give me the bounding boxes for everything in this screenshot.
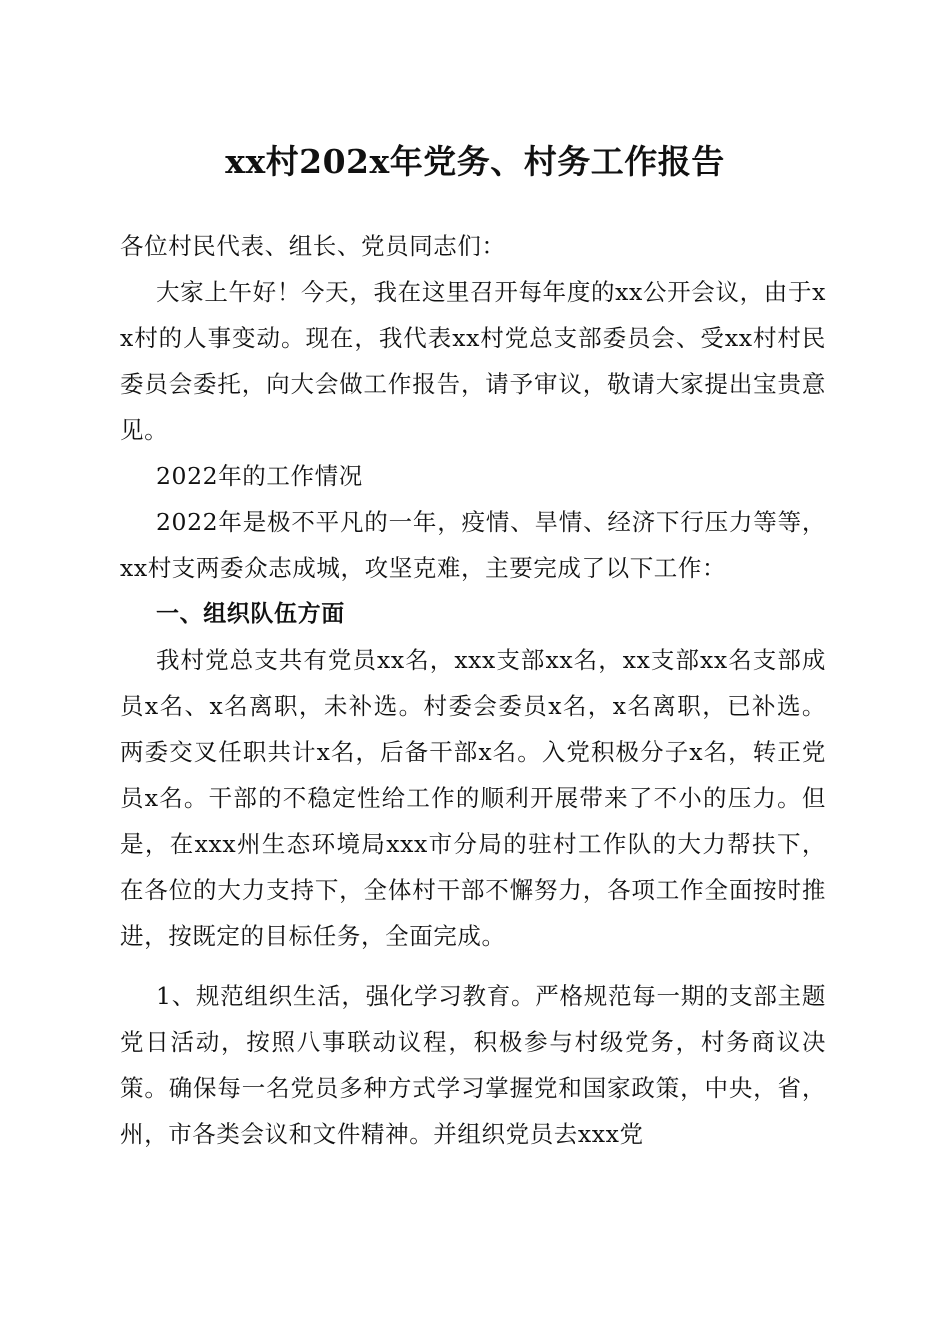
opening-paragraph: 大家上午好！今天，我在这里召开每年度的xx公开会议，由于xx村的人事变动。现在，我代表xx村党总支部委员会、受xx村村民委员会委托，向大会做工作报告，请予审议，敬请大家提出宝贵意见。 [120, 278, 826, 444]
section-label: 2022年的工作情况 [156, 462, 363, 490]
document-title: xx村202x年党务、村务工作报告 [225, 142, 725, 181]
organization-paragraph: 我村党总支共有党员xx名，xxx支部xx名，xx支部xx名支部成员x名、x名离职，未补选。村委会委员x名，x名离职，已补选。两委交叉任职共计x名，后备干部x名。入党积极分子x名，转正党员x名。干部的不稳定性给工作的顺利开展带来了不小的压力。但是，在xxx州生态环境局xxx市分局的驻村工作队的大力帮扶下，在各位的大力支持下，全体村干部不懈努力，各项工作全面按时推进，按既定的目标任务，全面完成。 [120, 646, 826, 950]
document-body [120, 223, 826, 1157]
item-1-paragraph: 1、规范组织生活，强化学习教育。严格规范每一期的支部主题党日活动，按照八事联动议程，积极参与村级党务，村务商议决策。确保每一名党员多种方式学习掌握党和国家政策，中央，省，州，市各类会议和文件精神。并组织党员去xxx党 [120, 982, 826, 1148]
salutation: 各位村民代表、组长、党员同志们： [120, 232, 506, 260]
section-heading-organization: 一、组织队伍方面 [156, 601, 345, 627]
overview-paragraph: 2022年是极不平凡的一年，疫情、旱情、经济下行压力等等，xx村支两委众志成城，攻坚克难，主要完成了以下工作： [120, 508, 826, 582]
